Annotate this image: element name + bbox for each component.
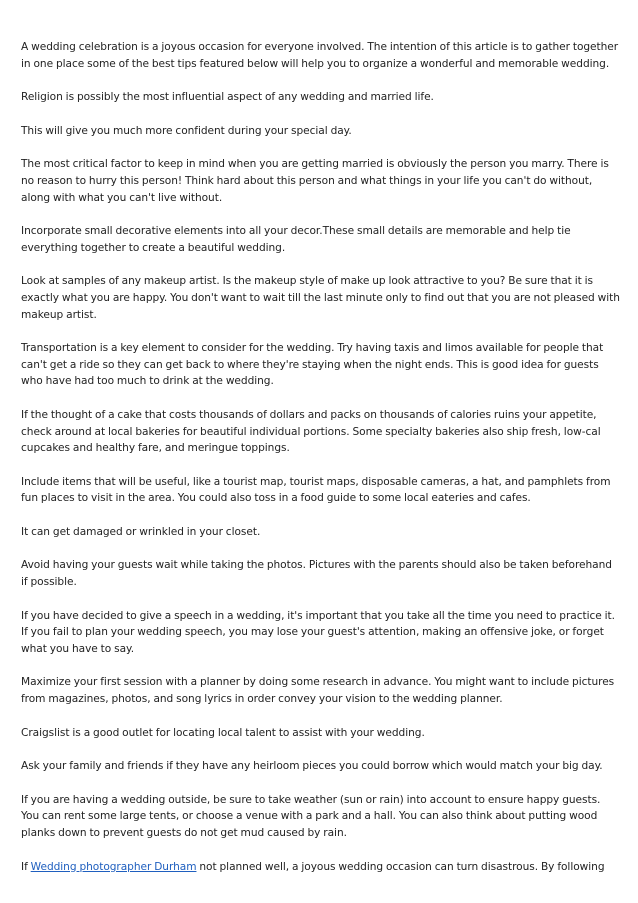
- paragraph: If you are having a wedding outside, be sure to take weather (sun or rain) into account to ensure happy guests. You can rent some large tents, or choose a venue with a park and a hall. You can also think about putting wood planks down to prevent guests do not get mud caused by rain.: [21, 793, 601, 839]
- paragraph: Transportation is a key element to consider for the wedding. Try having taxis and limos available for people that can't get a ride so they can get back to where they're staying when the night ends. This is good idea for guests who have had too much to drink at the wedding.: [21, 342, 604, 388]
- paragraph: Ask your family and friends if they have any heirloom pieces you could borrow which would match your big day.: [21, 760, 603, 773]
- link-suffix: not planned well, a joyous wedding occasion can turn disastrous. By following: [196, 860, 605, 873]
- paragraph: Craigslist is a good outlet for locating local talent to assist with your wedding.: [21, 726, 425, 739]
- paragraph: Include items that will be useful, like a tourist map, tourist maps, disposable cameras, a hat, and pamphlets from fun places to visit in the area. You could also toss in a food guide to some local eateries and cafes.: [21, 475, 611, 505]
- document-body: [21, 39, 621, 892]
- paragraph: Maximize your first session with a planner by doing some research in advance. You might want to include pictures from magazines, photos, and song lyrics in order convey your vision to the wedding planner.: [21, 676, 615, 706]
- paragraph: A wedding celebration is a joyous occasion for everyone involved. The intention of this article is to gather together in one place some of the best tips featured below will help you to organize a wonderful and memorable wedding.: [21, 41, 619, 70]
- paragraph: Religion is possibly the most influential aspect of any wedding and married life.: [21, 91, 434, 104]
- paragraph: Incorporate small decorative elements into all your decor.These small details are memorable and help tie everything together to create a beautiful wedding.: [21, 225, 571, 254]
- paragraph: This will give you much more confident during your special day.: [21, 124, 352, 137]
- paragraph: The most critical factor to keep in mind when you are getting married is obviously the person you marry. There is no reason to hurry this person! Think hard about this person and what things in your life you can't do without, along with what you can't live without.: [21, 158, 609, 204]
- wedding-photographer-link[interactable]: Wedding photographer Durham: [30, 860, 197, 873]
- paragraph-with-link: [21, 859, 621, 876]
- paragraph: Avoid having your guests wait while taking the photos. Pictures with the parents should also be taken beforehand if possible.: [21, 559, 612, 589]
- paragraph: Look at samples of any makeup artist. Is the makeup style of make up look attractive to you? Be sure that it is exactly what you are happy. You don't want to wait till the last minute only to find out that you are not pleased with makeup artist.: [21, 275, 620, 321]
- paragraph: If the thought of a cake that costs thousands of dollars and packs on thousands of calories ruins your appetite, check around at local bakeries for beautiful individual portions. Some specialty bakeries also ship fresh, low-cal cupcakes and healthy fare, and meringue toppings.: [21, 408, 601, 455]
- paragraph: It can get damaged or wrinkled in your closet.: [21, 525, 261, 538]
- link-prefix: If: [21, 860, 31, 873]
- paragraph: If you have decided to give a speech in a wedding, it's important that you take all the time you need to practice it. If you fail to plan your wedding speech, you may lose your guest's attention, making an offensive joke, or forget what you have to say.: [21, 609, 615, 655]
